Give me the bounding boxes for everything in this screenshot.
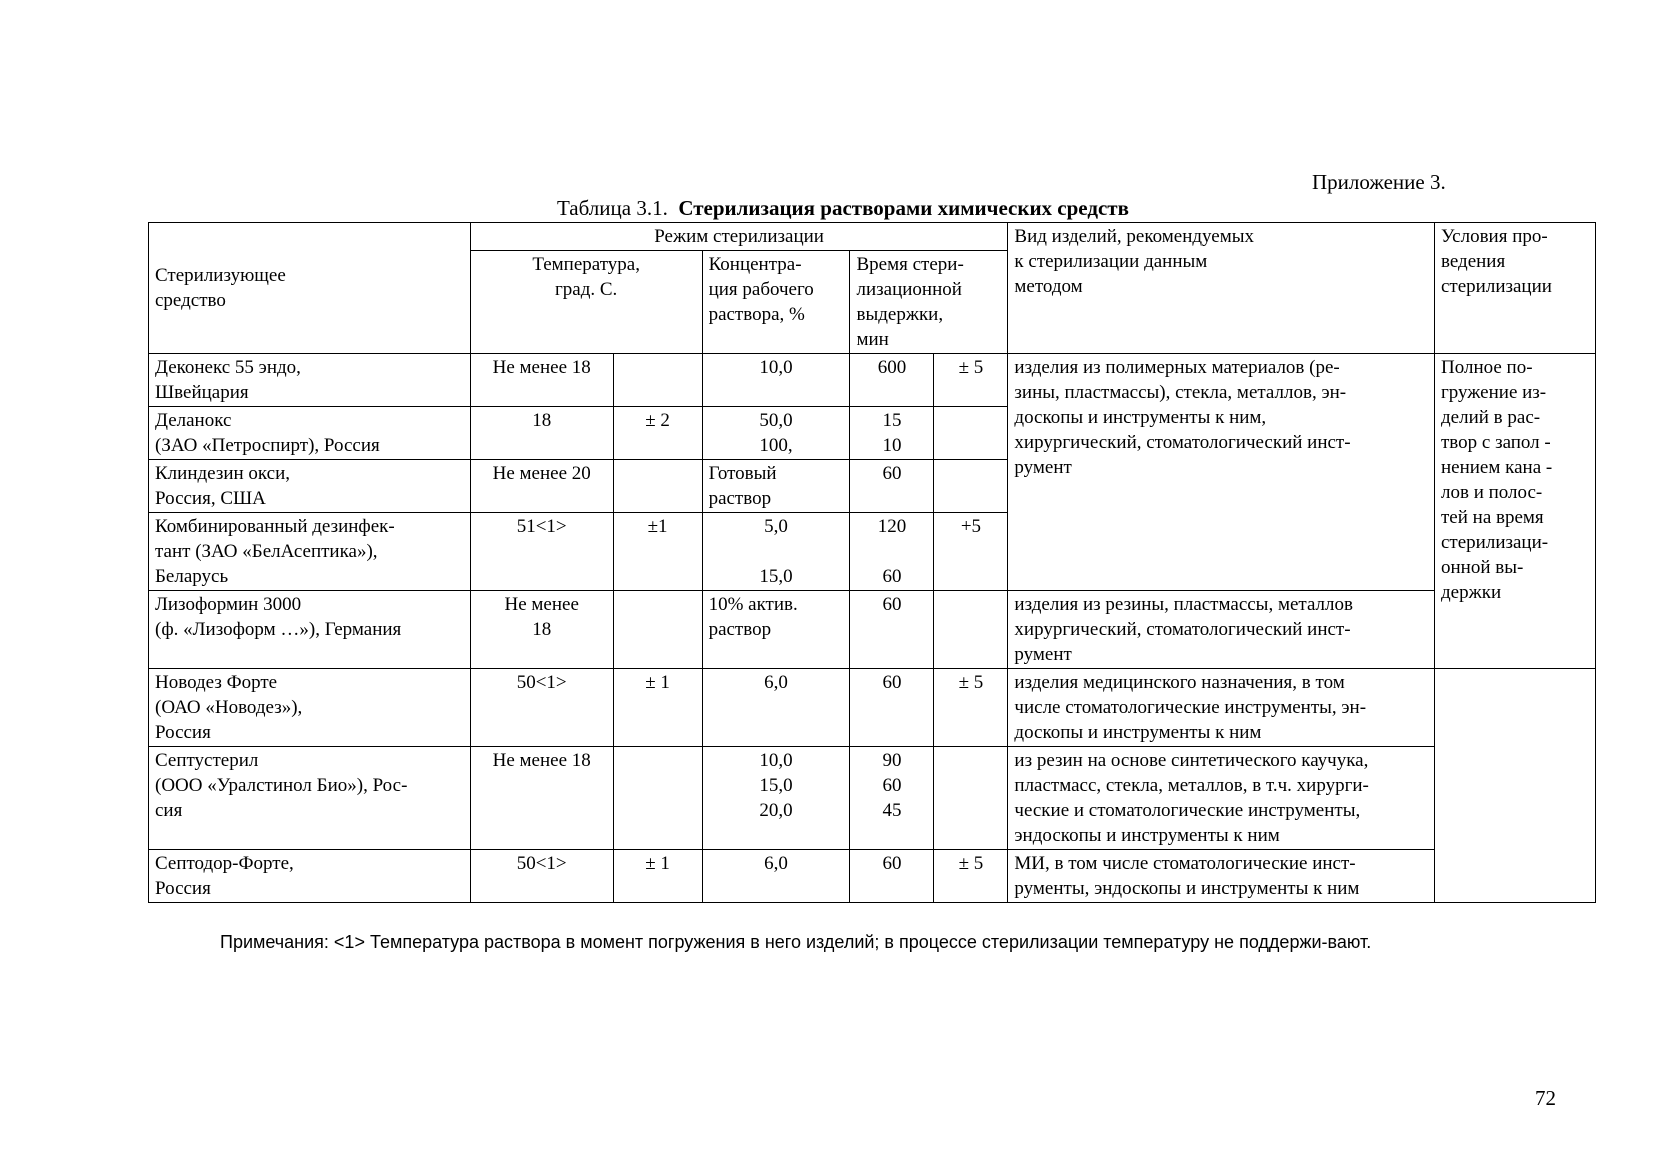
conc-cell: Готовый раствор [702,460,850,513]
conc-cell: 5,0 15,0 [702,513,850,591]
time-tol-cell: ± 5 [934,669,1008,747]
agent-cell: Новодез Форте (ОАО «Новодез»), Россия [149,669,471,747]
header-mode: Режим стерилизации [470,223,1008,251]
header-conditions: Условия про- ведения стерилизации [1435,223,1596,354]
time-tol-cell [934,460,1008,513]
temp-tol-cell [613,747,702,850]
temp-cell: Не менее 20 [470,460,613,513]
time-tol-cell: ± 5 [934,850,1008,903]
conc-cell: 6,0 [702,850,850,903]
time-tol-cell [934,591,1008,669]
caption-title: Стерилизация растворами химических средств [678,196,1129,220]
items-cell: МИ, в том числе стоматологические инст- рументы, эндоскопы и инструменты к ним [1008,850,1435,903]
table-row [149,669,1596,747]
sterilization-table [148,222,1596,903]
header-concentration: Концентра- ция рабочего раствора, % [702,251,850,354]
agent-cell: Септустерил (ООО «Уралстинол Био»), Рос- сия [149,747,471,850]
temp-tol-cell [613,354,702,407]
temp-cell: 51<1> [470,513,613,591]
caption-prefix: Таблица 3.1. [557,196,668,220]
temp-cell: 50<1> [470,850,613,903]
temp-tol-cell: ± 1 [613,669,702,747]
temp-tol-cell: ± 2 [613,407,702,460]
conditions-cell: Полное по- гружение из- делий в рас- твор с запол - нением кана - лов и полос- тей на время стерилизаци- онной вы- держки [1435,354,1596,669]
conc-cell: 10% актив. раствор [702,591,850,669]
header-items: Вид изделий, рекомендуемых к стерилизации данным методом [1008,223,1435,354]
time-cell: 90 60 45 [850,747,934,850]
conc-cell: 10,0 [702,354,850,407]
temp-tol-cell [613,591,702,669]
agent-cell: Деконекс 55 эндо, Швейцария [149,354,471,407]
temp-cell: 18 [470,407,613,460]
items-cell: из резин на основе синтетического каучука, пластмасс, стекла, металлов, в т.ч. хирурги- ческие и стоматологические инструменты, эндоскопы и инструменты к ним [1008,747,1435,850]
conc-cell: 10,0 15,0 20,0 [702,747,850,850]
time-tol-cell [934,407,1008,460]
temp-cell: Не менее 18 [470,591,613,669]
time-cell: 60 [850,460,934,513]
table-row [149,354,1596,407]
items-cell: изделия медицинского назначения, в том числе стоматологические инструменты, эн- доскопы и инструменты к ним [1008,669,1435,747]
time-cell: 60 [850,850,934,903]
time-cell: 60 [850,591,934,669]
table-note: Примечания: <1> Температура раствора в момент погружения в него изделий; в процессе стерилизации температуру не поддержи-вают. [220,932,1372,952]
items-cell: изделия из резины, пластмассы, металлов хирургический, стоматологический инст- румент [1008,591,1435,669]
items-cell: изделия из полимерных материалов (ре- зины, пластмассы), стекла, металлов, эн- доскопы и инструменты к ним, хирургический, стоматологический инст- румент [1008,354,1435,591]
time-cell: 15 10 [850,407,934,460]
table-caption [557,196,1129,221]
header-agent: Стерилизующее средство [149,223,471,354]
conc-cell: 50,0 100, [702,407,850,460]
temp-cell: 50<1> [470,669,613,747]
temp-cell: Не менее 18 [470,354,613,407]
agent-cell: Деланокс (ЗАО «Петроспирт), Россия [149,407,471,460]
agent-cell: Комбинированный дезинфек- тант (ЗАО «БелАсептика»), Беларусь [149,513,471,591]
time-cell: 600 [850,354,934,407]
table-row [149,747,1596,850]
header-row-1 [149,223,1596,251]
appendix-label: Приложение 3. [1312,170,1446,194]
page-number: 72 [1535,1086,1556,1110]
table-row [149,850,1596,903]
agent-cell: Лизоформин 3000 (ф. «Лизоформ …»), Германия [149,591,471,669]
agent-cell: Клиндезин окси, Россия, США [149,460,471,513]
conc-cell: 6,0 [702,669,850,747]
temp-tol-cell [613,460,702,513]
table-row [149,591,1596,669]
header-exposure: Время стери- лизационной выдержки, мин [850,251,1008,354]
time-tol-cell [934,747,1008,850]
temp-tol-cell: ±1 [613,513,702,591]
temp-tol-cell: ± 1 [613,850,702,903]
conditions-empty-cell [1435,669,1596,903]
agent-cell: Септодор-Форте, Россия [149,850,471,903]
temp-cell: Не менее 18 [470,747,613,850]
header-temperature: Температура, град. С. [470,251,702,354]
time-cell: 60 [850,669,934,747]
time-tol-cell: +5 [934,513,1008,591]
time-tol-cell: ± 5 [934,354,1008,407]
time-cell: 120 60 [850,513,934,591]
